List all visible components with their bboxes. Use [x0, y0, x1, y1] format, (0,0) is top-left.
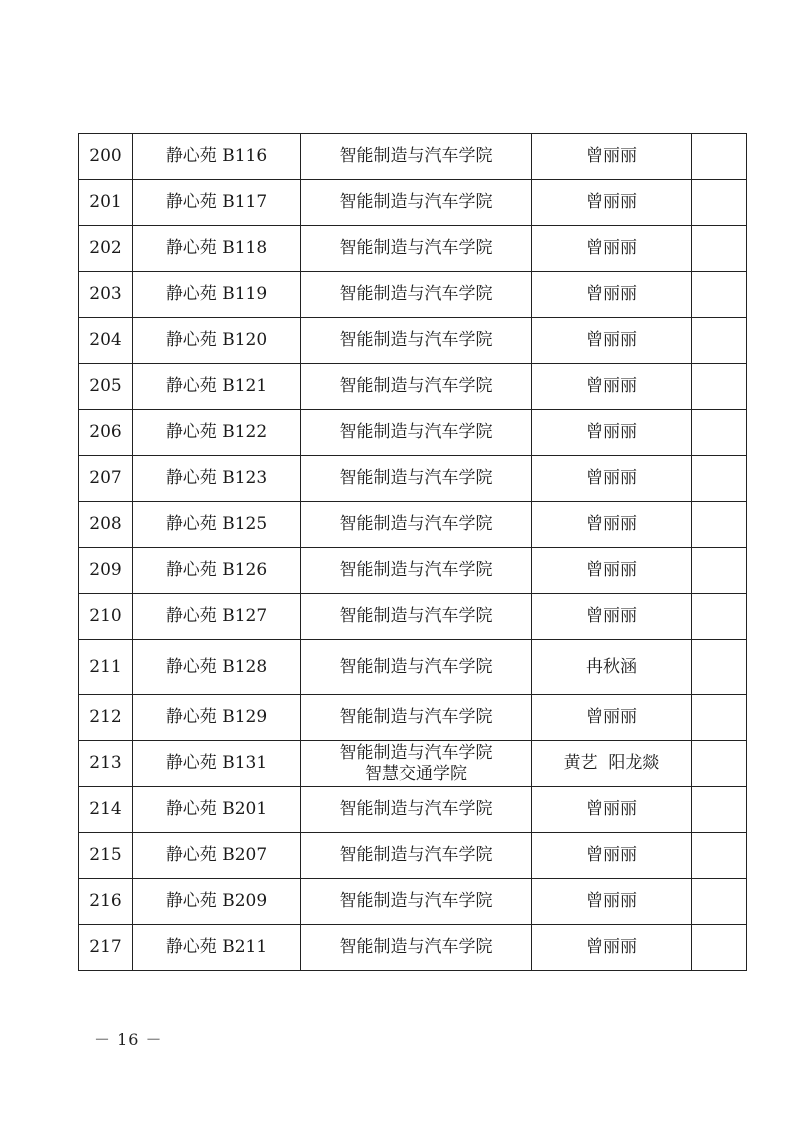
table-row: [79, 695, 747, 741]
table-row: [79, 134, 747, 180]
cell-number: 207: [79, 456, 133, 502]
table-row: [79, 741, 747, 787]
cell-room: 静心苑 B121: [133, 364, 301, 410]
cell-number: 213: [79, 741, 133, 787]
cell-note: [692, 318, 747, 364]
cell-person: 曾丽丽: [532, 272, 692, 318]
cell-number: 204: [79, 318, 133, 364]
cell-room: 静心苑 B122: [133, 410, 301, 456]
cell-number: 206: [79, 410, 133, 456]
cell-room: 静心苑 B127: [133, 594, 301, 640]
dormitory-table-container: [78, 133, 746, 971]
dormitory-table: [78, 133, 747, 971]
cell-note: [692, 833, 747, 879]
table-row: [79, 502, 747, 548]
cell-note: [692, 226, 747, 272]
cell-note: [692, 410, 747, 456]
cell-person: 曾丽丽: [532, 925, 692, 971]
cell-note: [692, 787, 747, 833]
table-row: [79, 318, 747, 364]
cell-college: 智能制造与汽车学院: [301, 272, 532, 318]
cell-room: 静心苑 B128: [133, 640, 301, 695]
cell-number: 212: [79, 695, 133, 741]
cell-college: 智能制造与汽车学院: [301, 787, 532, 833]
table-row: [79, 640, 747, 695]
cell-number: 205: [79, 364, 133, 410]
cell-college: 智能制造与汽车学院: [301, 180, 532, 226]
cell-number: 217: [79, 925, 133, 971]
cell-person: 曾丽丽: [532, 548, 692, 594]
cell-note: [692, 741, 747, 787]
cell-note: [692, 548, 747, 594]
cell-college: 智能制造与汽车学院: [301, 364, 532, 410]
cell-college: 智能制造与汽车学院: [301, 594, 532, 640]
cell-person: 曾丽丽: [532, 226, 692, 272]
cell-note: [692, 502, 747, 548]
cell-room: 静心苑 B117: [133, 180, 301, 226]
cell-note: [692, 180, 747, 226]
table-row: [79, 925, 747, 971]
cell-person: 曾丽丽: [532, 410, 692, 456]
cell-person: 曾丽丽: [532, 833, 692, 879]
cell-room: 静心苑 B123: [133, 456, 301, 502]
cell-person: 黄艺 阳龙燚: [532, 741, 692, 787]
table-row: [79, 272, 747, 318]
cell-note: [692, 695, 747, 741]
cell-number: 215: [79, 833, 133, 879]
cell-person: 曾丽丽: [532, 318, 692, 364]
cell-college: 智能制造与汽车学院: [301, 879, 532, 925]
cell-room: 静心苑 B125: [133, 502, 301, 548]
cell-note: [692, 456, 747, 502]
table-row: [79, 364, 747, 410]
cell-number: 214: [79, 787, 133, 833]
cell-room: 静心苑 B209: [133, 879, 301, 925]
cell-number: 202: [79, 226, 133, 272]
cell-college: 智能制造与汽车学院: [301, 925, 532, 971]
cell-room: 静心苑 B207: [133, 833, 301, 879]
table-row: [79, 548, 747, 594]
cell-person: 曾丽丽: [532, 364, 692, 410]
table-row: [79, 410, 747, 456]
cell-note: [692, 925, 747, 971]
cell-number: 201: [79, 180, 133, 226]
cell-note: [692, 594, 747, 640]
cell-college-line-1: 智能制造与汽车学院: [339, 742, 493, 763]
cell-person: 曾丽丽: [532, 456, 692, 502]
cell-room: 静心苑 B201: [133, 787, 301, 833]
cell-note: [692, 134, 747, 180]
cell-college: 智能制造与汽车学院: [301, 502, 532, 548]
cell-person: 曾丽丽: [532, 879, 692, 925]
cell-college: 智能制造与汽车学院: [301, 456, 532, 502]
cell-college: 智能制造与汽车学院: [301, 226, 532, 272]
cell-number: 200: [79, 134, 133, 180]
cell-note: [692, 272, 747, 318]
cell-college: 智能制造与汽车学院: [301, 410, 532, 456]
cell-college: 智能制造与汽车学院: [301, 833, 532, 879]
cell-room: 静心苑 B118: [133, 226, 301, 272]
cell-number: 216: [79, 879, 133, 925]
cell-room: 静心苑 B119: [133, 272, 301, 318]
cell-room: 静心苑 B120: [133, 318, 301, 364]
cell-college: 智能制造与汽车学院: [301, 548, 532, 594]
table-row: [79, 879, 747, 925]
cell-room: 静心苑 B126: [133, 548, 301, 594]
cell-room: 静心苑 B211: [133, 925, 301, 971]
cell-number: 208: [79, 502, 133, 548]
cell-note: [692, 879, 747, 925]
table-row: [79, 787, 747, 833]
cell-college: 智能制造与汽车学院: [301, 695, 532, 741]
cell-person: 曾丽丽: [532, 502, 692, 548]
table-row: [79, 456, 747, 502]
cell-person: 曾丽丽: [532, 594, 692, 640]
cell-number: 209: [79, 548, 133, 594]
cell-room: 静心苑 B131: [133, 741, 301, 787]
cell-note: [692, 364, 747, 410]
table-row: [79, 594, 747, 640]
cell-college: 智能制造与汽车学院: [301, 640, 532, 695]
cell-college: 智能制造与汽车学院: [301, 134, 532, 180]
cell-room: 静心苑 B116: [133, 134, 301, 180]
cell-person: 曾丽丽: [532, 787, 692, 833]
cell-number: 211: [79, 640, 133, 695]
cell-room: 静心苑 B129: [133, 695, 301, 741]
table-row: [79, 180, 747, 226]
cell-college-multiline: [301, 741, 532, 787]
cell-college: 智能制造与汽车学院: [301, 318, 532, 364]
page-number: － 16 －: [94, 1030, 163, 1049]
cell-person: 曾丽丽: [532, 180, 692, 226]
cell-person: 冉秋涵: [532, 640, 692, 695]
table-row: [79, 226, 747, 272]
table-row: [79, 833, 747, 879]
cell-person: 曾丽丽: [532, 695, 692, 741]
cell-number: 203: [79, 272, 133, 318]
cell-note: [692, 640, 747, 695]
cell-number: 210: [79, 594, 133, 640]
table-body: [79, 134, 747, 971]
cell-person: 曾丽丽: [532, 134, 692, 180]
cell-college-line-2: 智慧交通学院: [365, 763, 467, 784]
